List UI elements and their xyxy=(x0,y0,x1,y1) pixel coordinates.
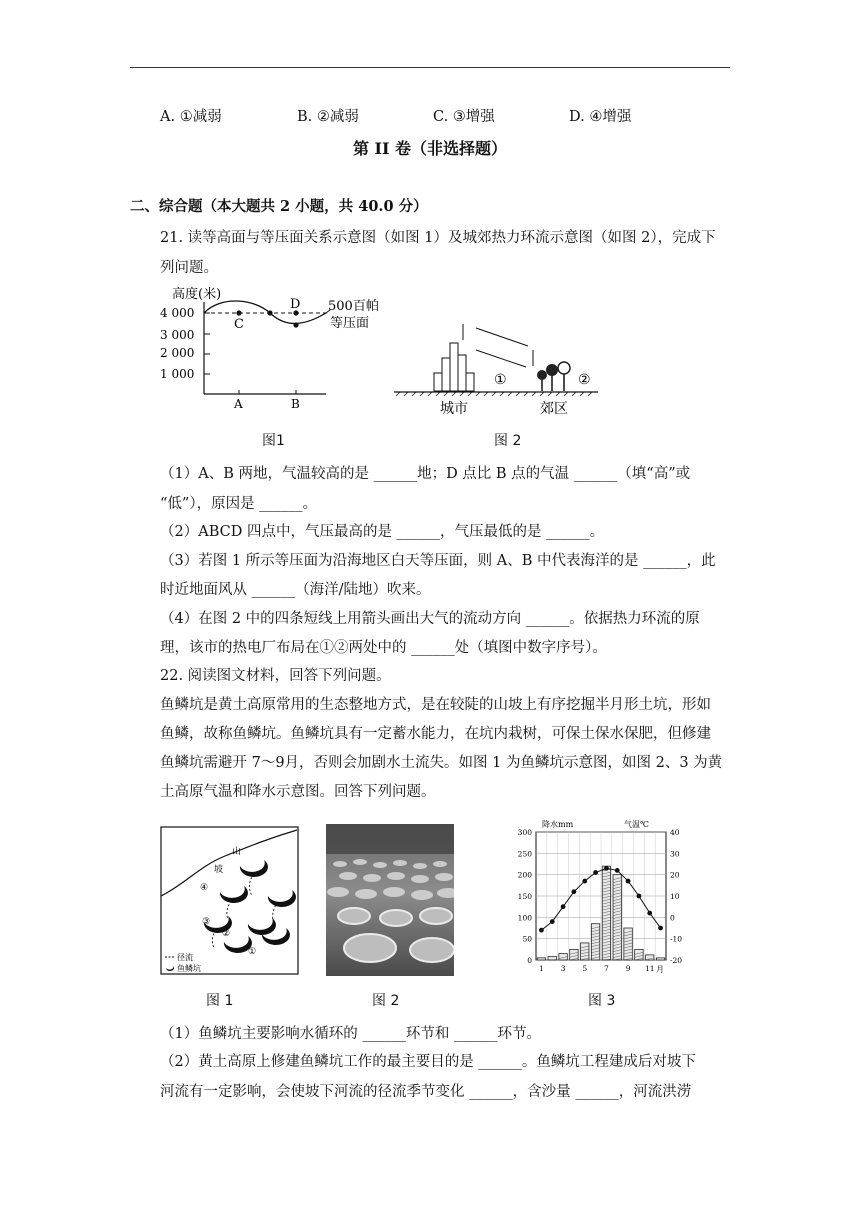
q22-para-line1: 鱼鳞坑是黄土高原常用的生态整地方式，是在较陡的山坡上有序挖掘半月形土坑，形如 xyxy=(160,697,711,713)
fig1-point-b-level xyxy=(293,322,298,327)
chart-temp-point xyxy=(626,879,631,884)
option-d: D. ④增强 xyxy=(569,109,632,125)
option-c: C. ③增强 xyxy=(433,109,495,125)
chart-right-tick-label: -20 xyxy=(670,956,683,965)
chart-left-tick-label: 0 xyxy=(527,956,532,965)
chart-right-tick-label: -10 xyxy=(670,934,683,944)
chart-left-tick-label: 200 xyxy=(517,870,532,880)
q22-figure3-climate-chart xyxy=(506,818,696,978)
chart-x-tick-label: 3 xyxy=(560,964,566,973)
chart-precip-bar xyxy=(537,958,545,960)
q22-para-line3: 鱼鳞坑需避开 7～9月，否则会加剧水土流失。如图 1 为鱼鳞坑示意图，如图 2、3 为黄 xyxy=(160,755,723,771)
chart-left-tick-label: 100 xyxy=(517,913,532,923)
q22-sub2-line2: 河流有一定影响，会使坡下河流的径流季节变化 ______，含沙量 ______，河流洪涝 xyxy=(160,1084,692,1100)
fig1-isobaric-surface xyxy=(204,301,326,324)
q21-sub1-line2: “低”），原因是 ______。 xyxy=(160,496,318,512)
chart-temp-point xyxy=(615,868,620,873)
q22-sub2-line1: （2）黄土高原上修建鱼鳞坑工作的最主要目的是 ______。鱼鳞坑工程建成后对坡下 xyxy=(160,1054,696,1070)
tree-icon xyxy=(537,362,570,391)
chart-temp-point xyxy=(637,894,642,899)
q21-stem-line1: 21. 读等高面与等压面关系示意图（如图 1）及城郊热力环流示意图（如图 2），完成下 xyxy=(160,230,716,246)
chart-right-tick-label: 20 xyxy=(670,870,680,880)
chart-precip-bar xyxy=(581,943,589,960)
chart-temp-point xyxy=(539,928,544,933)
label-c3: ③ xyxy=(202,917,211,927)
chart-precip-bar xyxy=(656,958,664,960)
chart-temp-point xyxy=(593,870,598,875)
fig2-city: 城市 xyxy=(440,401,468,417)
q21-stem-line2: 列问题。 xyxy=(160,260,218,276)
chart-right-tick-label: 10 xyxy=(670,892,680,901)
fig1-xtick-a: A xyxy=(234,397,243,410)
fig1-ytick: 1 000 xyxy=(160,367,195,381)
q21-sub3-line2: 时近地面风从 ______（海洋/陆地）吹来。 xyxy=(160,582,431,598)
chart-left-tick-label: 300 xyxy=(517,828,532,837)
q22-fig3-caption: 图 3 xyxy=(588,993,616,1009)
chart-temp-point xyxy=(550,919,555,924)
fig1-label-d: D xyxy=(290,297,301,312)
chart-x-tick-label: 9 xyxy=(625,964,631,973)
chart-right-tick-label: 0 xyxy=(670,913,675,923)
q21-fig1-caption: 图1 xyxy=(262,433,285,449)
chart-temp-point xyxy=(647,911,652,916)
fig1-point-mid xyxy=(267,310,272,315)
q22-fig1-caption: 图 1 xyxy=(206,993,234,1009)
label-slope: 坡 xyxy=(214,865,224,875)
label-mountain: 山 xyxy=(232,847,242,857)
fig1-xtick-b: B xyxy=(291,397,300,410)
fig2-building xyxy=(442,358,450,391)
fig1-ylabel: 高度(米) xyxy=(172,287,222,302)
header-rule xyxy=(130,67,730,68)
chart-right-axis-label: 气温℃ xyxy=(624,820,649,829)
part-heading: 二、综合题（本大题共 2 小题，共 40.0 分） xyxy=(130,198,428,215)
fig2-building xyxy=(458,355,466,391)
fig2-building xyxy=(450,343,458,391)
fig2-building xyxy=(434,373,442,391)
fig1-point-c xyxy=(236,310,241,315)
q21-figure2 xyxy=(392,318,602,418)
chart-x-unit: 月 xyxy=(656,965,664,974)
label-c4: ④ xyxy=(200,883,209,893)
chart-left-tick-label: 250 xyxy=(517,849,532,859)
fig2-suburb: 郊区 xyxy=(540,401,568,417)
q21-figure1 xyxy=(158,282,398,410)
q21-fig2-caption: 图 2 xyxy=(494,433,522,449)
fig2-label-2: ② xyxy=(578,372,591,388)
chart-temp-point xyxy=(561,904,566,909)
chart-left-tick-label: 150 xyxy=(517,892,532,901)
q21-sub4-line2: 理，该市的热电厂布局在①②两处中的 ______处（填图中数字序号）。 xyxy=(160,640,607,656)
fig1-isobar-label2: 等压面 xyxy=(330,316,370,331)
photo-hill xyxy=(326,824,454,854)
option-a: A. ①减弱 xyxy=(160,109,222,125)
chart-left-axis-label: 降水mm xyxy=(542,820,574,829)
label-c1: ① xyxy=(248,947,257,957)
section-title: 第 II 卷（非选择题） xyxy=(352,139,508,158)
q21-sub3-line1: （3）若图 1 所示等压面为沿海地区白天等压面，则 A、B 中代表海洋的是 ______，此 xyxy=(160,553,716,569)
legend-pit: 鱼鳞坑 xyxy=(177,964,201,973)
q22-figure1 xyxy=(160,826,300,976)
label-c2: ② xyxy=(222,929,231,939)
chart-temp-point xyxy=(572,889,577,894)
q22-figure2-photo xyxy=(326,824,454,976)
chart-left-tick-label: 50 xyxy=(522,934,532,944)
q21-sub1-line1: （1）A、B 两地，气温较高的是 ______地；D 点比 B 点的气温 ______（填“高”或 xyxy=(160,466,691,482)
chart-right-tick-label: 30 xyxy=(670,849,680,859)
q22-para-line4: 土高原气温和降水示意图。回答下列问题。 xyxy=(160,784,436,800)
q22-sub1: （1）鱼鳞坑主要影响水循环的 ______环节和 ______环节。 xyxy=(160,1026,541,1042)
q21-sub2: （2）ABCD 四点中，气压最高的是 ______，气压最低的是 ______。 xyxy=(160,524,605,540)
q22-para-line2: 鱼鳞，故称鱼鳞坑。鱼鳞坑具有一定蓄水能力，在坑内栽树，可保土保水保肥，但修建 xyxy=(160,726,711,742)
chart-x-tick-label: 5 xyxy=(582,964,588,973)
fig1-ytick: 4 000 xyxy=(160,306,195,320)
chart-temp-point xyxy=(658,926,663,931)
chart-right-tick-label: 40 xyxy=(670,828,680,837)
chart-temp-point xyxy=(582,879,587,884)
chart-precip-bar xyxy=(646,955,654,960)
fig1-label-c: C xyxy=(234,317,244,332)
q22-stem: 22. 阅读图文材料，回答下列问题。 xyxy=(160,668,391,684)
fig1-isobar-label1: 500百帕 xyxy=(328,299,379,314)
fig2-label-1: ① xyxy=(494,372,507,388)
chart-temp-point xyxy=(604,866,609,871)
fig1-ytick: 3 000 xyxy=(160,328,195,342)
chart-x-tick-label: 7 xyxy=(604,964,609,973)
option-b: B. ②减弱 xyxy=(297,109,359,125)
fig2-short-line xyxy=(476,350,526,367)
fig1-ytick: 2 000 xyxy=(160,346,195,360)
chart-x-tick-label: 11 xyxy=(644,964,655,973)
fig2-building xyxy=(466,373,474,391)
q22-fig2-caption: 图 2 xyxy=(372,993,400,1009)
q21-sub4-line1: （4）在图 2 中的四条短线上用箭头画出大气的流动方向 ______。依据热力环流的原 xyxy=(160,611,700,627)
chart-x-tick-label: 1 xyxy=(539,964,544,973)
fig2-short-line xyxy=(476,328,528,346)
legend-runoff: 径流 xyxy=(177,953,193,962)
